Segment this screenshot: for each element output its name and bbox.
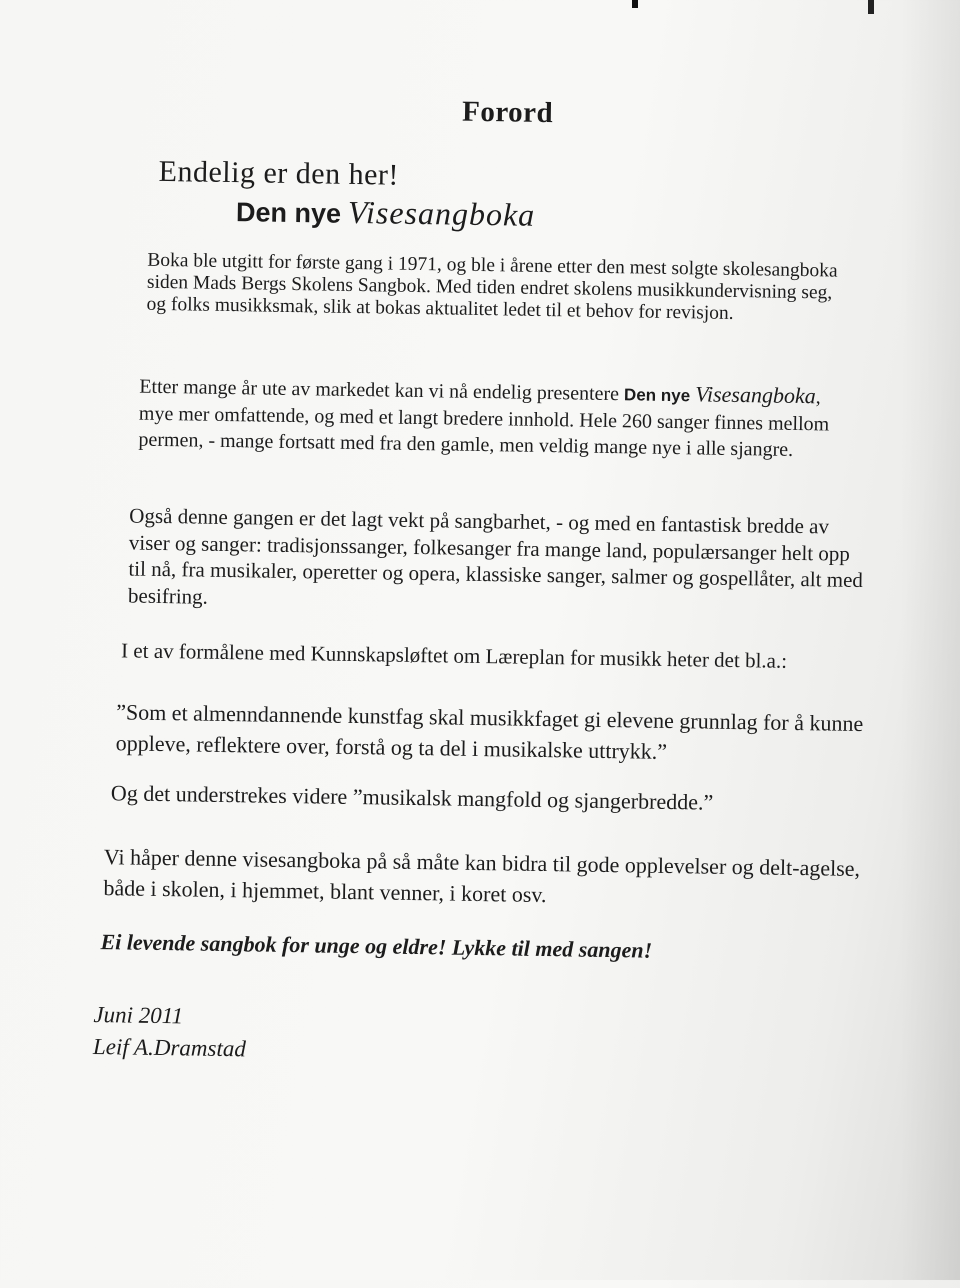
paragraph-quote: ”Som et almenndannende kunstfag skal musikkfaget gi elevene grunnlag for å kunne oppleve, reflektere over, forstå og ta del i musikalske uttrykk.” <box>115 699 864 764</box>
inline-book-title-prefix: Den nye <box>623 385 691 406</box>
subtitle: Endelig er den her! <box>158 154 400 192</box>
paragraph-emphasis: Og det understrekes videre ”musikalsk mangfold og sjangerbredde.” <box>110 780 714 815</box>
closing-line: Ei levende sangbok for unge og eldre! Lykke til med sangen! <box>100 929 653 963</box>
paragraph-text: Etter mange år ute av markedet kan vi nå endelig presentere <box>139 375 620 406</box>
paragraph-history: Boka ble utgitt for første gang i 1971, og ble i årene etter den mest solgte skolesangboka siden Mads Bergs Skolens Sangbok. Med tiden endret skolens musikkundervisning seg, og folks musikksmak, slik at bokas aktualitet ledet til et behov for revisjon. <box>146 249 838 324</box>
book-title-name: Visesangboka <box>347 193 536 233</box>
signature <box>93 999 247 1065</box>
book-title <box>236 192 536 234</box>
inline-book-title-name: Visesangboka <box>694 381 816 409</box>
signature-author: Leif A.Dramstad <box>92 1033 247 1062</box>
paragraph-content: Også denne gangen er det lagt vekt på sangbarhet, - og med en fantastisk bredde av viser og sanger: tradisjonssanger, folkesanger fra mange land, populærsanger helt opp til nå, fra musikaler, operetter og opera, klassiske sanger, salmer og gospellåter, alt med besifring. <box>127 503 864 609</box>
paragraph-hope: Vi håper denne visesangboka på så måte kan bidra til gode opplevelser og delt-agelse, både i skolen, i hjemmet, blant venner, i koret osv. <box>103 844 861 908</box>
page-title: Forord <box>461 95 554 130</box>
paragraph-presentation <box>138 373 839 464</box>
paragraph-text: , mye mer omfattende, og med et langt bredere innhold. Hele 260 sanger finnes mellom permen, - mange fortsatt med fra den gamle, men veldig mange nye i alle sjangre. <box>138 386 830 461</box>
book-title-prefix: Den nye <box>235 197 342 229</box>
signature-date: Juni 2011 <box>93 1001 184 1029</box>
paragraph-curriculum: I et av formålene med Kunnskapsløftet om Læreplan for musikk heter det bl.a.: <box>120 638 788 673</box>
